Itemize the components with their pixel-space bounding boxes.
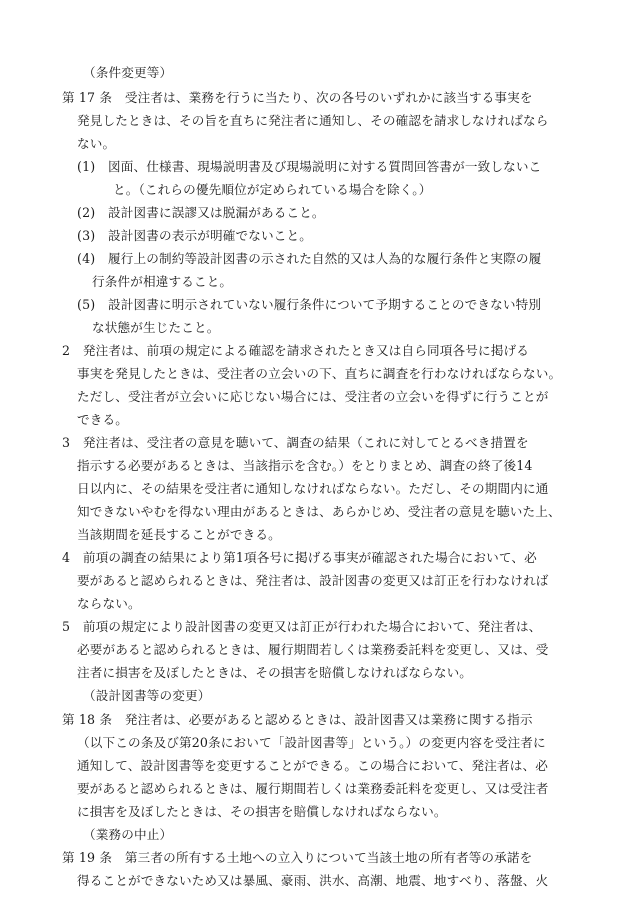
paragraph-5-line: 5 前項の規定により設計図書の変更又は訂正が行われた場合において、発注者は、 xyxy=(62,619,542,634)
item-1-line: と。（これらの優先順位が定められている場合を除く。） xyxy=(113,182,432,197)
article-19-line: 得ることができないため又は暴風、豪雨、洪水、高潮、地震、地すべり、落盤、火 xyxy=(77,873,549,888)
article-18-line: 第 18 条 発注者は、必要があると認めるときは、設計図書又は業務に関する指示 xyxy=(62,712,533,727)
heading-suspension: （業務の中止） xyxy=(83,827,173,842)
paragraph-3-line: 日以内に、その結果を受注者に通知しなければならない。ただし、その期間内に通 xyxy=(77,481,549,496)
article-19-line: 第 19 条 第三者の所有する土地への立入りについて当該土地の所有者等の承諾を xyxy=(62,850,533,865)
paragraph-2-line: 事実を発見したときは、受注者の立会いの下、直ちに調査を行わなければならない。 xyxy=(77,366,562,381)
article-17-line: ない。 xyxy=(77,136,116,151)
article-17-line: 第 17 条 受注者は、業務を行うに当たり、次の各号のいずれかに該当する事実を xyxy=(62,90,533,105)
heading-condition-change: （条件変更等） xyxy=(83,65,173,80)
item-3-line: (3) 設計図書の表示が明確でないこと。 xyxy=(77,228,312,243)
item-5-line: な状態が生じたこと。 xyxy=(92,320,220,335)
heading-design-docs-change: （設計図書等の変更） xyxy=(83,688,211,703)
item-4-line: 行条件が相違すること。 xyxy=(92,274,233,289)
article-18-line: （以下この条及び第20条において「設計図書等」という。）の変更内容を受注者に xyxy=(77,735,546,750)
paragraph-3-line: 指示する必要があるときは、当該指示を含む。）をとりまとめ、調査の終了後14 xyxy=(77,458,533,473)
article-18-line: 要があると認められるときは、履行期間若しくは業務委託料を変更し、又は受注者 xyxy=(77,781,549,796)
item-4-line: (4) 履行上の制約等設計図書の示された自然的又は人為的な履行条件と実際の履 xyxy=(77,251,542,266)
paragraph-3-line: 知できないやむを得ない理由があるときは、あらかじめ、受注者の意見を聴いた上、 xyxy=(77,504,561,519)
paragraph-2-line: 2 発注者は、前項の規定による確認を請求されたとき又は自ら同項各号に掲げる xyxy=(62,343,529,358)
item-5-line: (5) 設計図書に明示されていない履行条件について予期することのできない特別 xyxy=(77,297,542,312)
item-1-line: (1) 図面、仕様書、現場説明書及び現場説明に対する質問回答書が一致しないこ xyxy=(77,159,542,174)
paragraph-4-line: ならない。 xyxy=(77,596,141,611)
article-17-line: 発見したときは、その旨を直ちに発注者に通知し、その確認を請求しなければなら xyxy=(77,113,549,128)
paragraph-4-line: 要があると認められるときは、発注者は、設計図書の変更又は訂正を行わなければ xyxy=(77,573,549,588)
paragraph-5-line: 注者に損害を及ぼしたときは、その損害を賠償しなければならない。 xyxy=(77,665,473,680)
paragraph-2-line: できる。 xyxy=(77,412,128,427)
article-18-line: 通知して、設計図書等を変更することができる。この場合において、発注者は、必 xyxy=(77,758,549,773)
article-18-line: に損害を及ぼしたときは、その損害を賠償しなければならない。 xyxy=(77,804,447,819)
item-2-line: (2) 設計図書に誤謬又は脱漏があること。 xyxy=(77,205,325,220)
paragraph-2-line: ただし、受注者が立会いに応じない場合には、受注者の立会いを得ずに行うことが xyxy=(77,389,549,404)
paragraph-3-line: 3 発注者は、受注者の意見を聴いて、調査の結果（これに対してとるべき措置を xyxy=(62,435,529,450)
paragraph-3-line: 当該期間を延長することができる。 xyxy=(77,527,281,542)
paragraph-5-line: 必要があると認められるときは、履行期間若しくは業務委託料を変更し、又は、受 xyxy=(77,642,549,657)
paragraph-4-line: 4 前項の調査の結果により第1項各号に掲げる事実が確認された場合において、必 xyxy=(62,550,537,565)
